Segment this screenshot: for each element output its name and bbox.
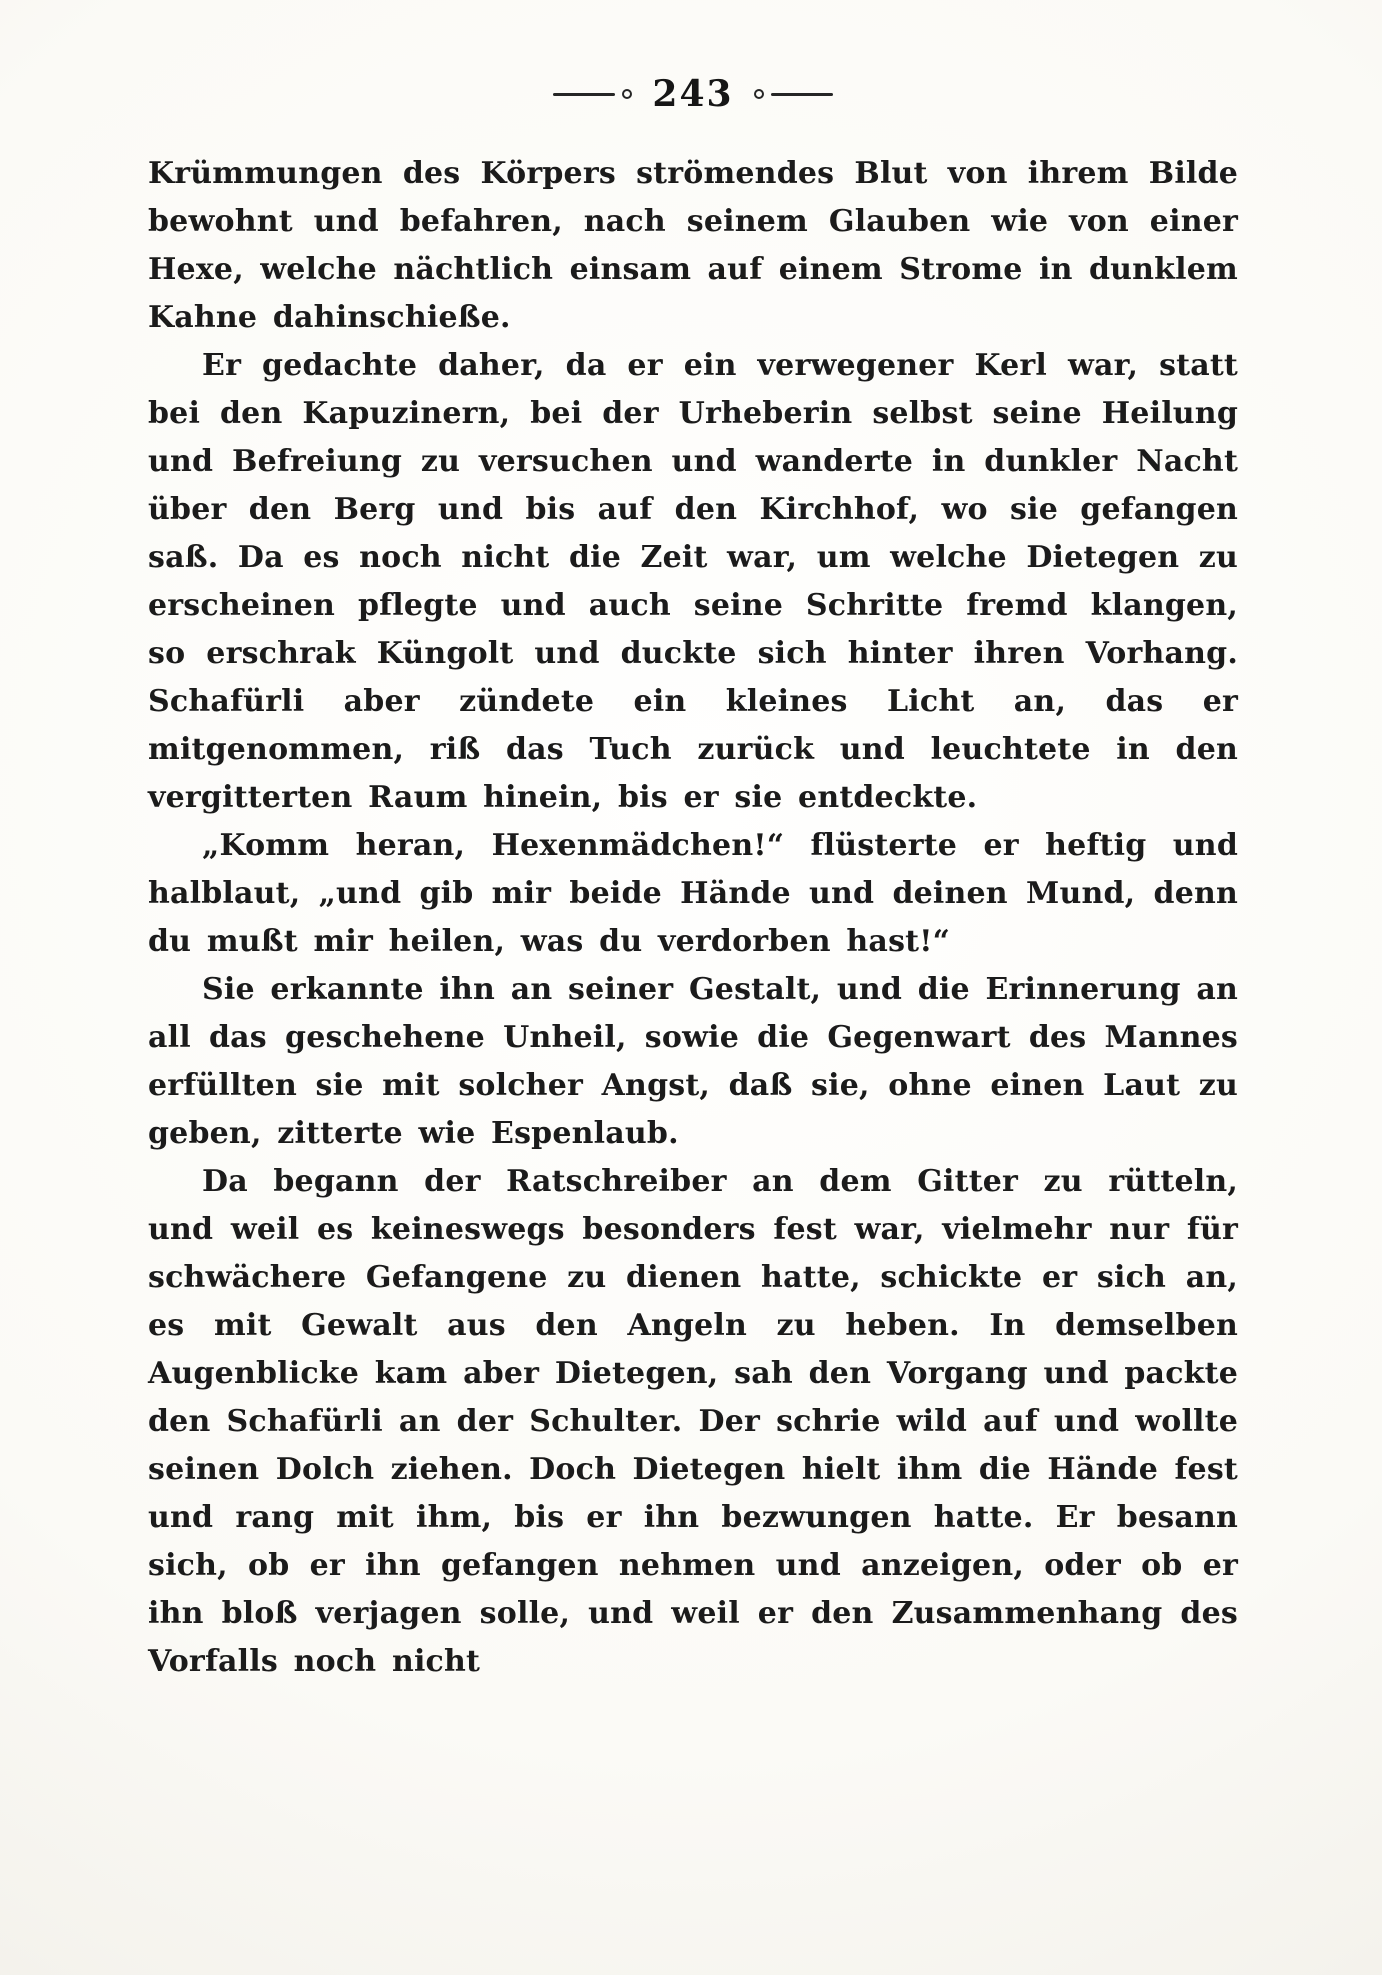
- paragraph: Er gedachte daher, da er ein verwegener Kerl war, statt bei den Kapuzinern, bei der Urheberin selbst seine Heilung und Befreiung zu versuchen und wanderte in dunkler Nacht über den Berg und bis auf den Kirchhof, wo sie gefangen saß. Da es noch nicht die Zeit war, um welche Dietegen zu erscheinen pflegte und auch seine Schritte fremd klangen, so erschrak Küngolt und duckte sich hinter ihren Vorhang. Schafürli aber zündete ein kleines Licht an, das er mitgenommen, riß das Tuch zurück und leuchtete in den vergitterten Raum hinein, bis er sie entdeckte.: [148, 348, 1238, 815]
- ornament-dash-icon: [553, 93, 615, 96]
- ornament-dash-icon: [771, 93, 833, 96]
- paragraph: Da begann der Ratschreiber an dem Gitter zu rütteln, und weil es keineswegs besonders fest war, vielmehr nur für schwächere Gefangene zu dienen hatte, schickte er sich an, es mit Gewalt aus den Angeln zu heben. In demselben Augenblicke kam aber Dietegen, sah den Vorgang und packte den Schafürli an der Schulter. Der schrie wild auf und wollte seinen Dolch ziehen. Doch Dietegen hielt ihm die Hände fest und rang mit ihm, bis er ihn bezwungen hatte. Er besann sich, ob er ihn gefangen nehmen und anzeigen, oder ob er ihn bloß verjagen solle, und weil er den Zusammenhang des Vorfalls noch nicht: [148, 1164, 1238, 1679]
- ornament-circle-icon: [754, 89, 764, 99]
- header-ornament-left: [553, 89, 632, 99]
- paragraph: Sie erkannte ihn an seiner Gestalt, und die Erinnerung an all das geschehene Unheil, sowie die Gegenwart des Mannes erfüllten sie mit solcher Angst, daß sie, ohne einen Laut zu geben, zitterte wie Espenlaub.: [148, 972, 1238, 1151]
- header-ornament-right: [754, 89, 833, 99]
- paragraph: „Komm heran, Hexenmädchen!“ flüsterte er heftig und halblaut, „und gib mir beide Hände und deinen Mund, denn du mußt mir heilen, was du verdorben hast!“: [148, 828, 1238, 959]
- page-number: 243: [652, 73, 734, 115]
- paragraph: Krümmungen des Körpers strömendes Blut von ihrem Bilde bewohnt und befahren, nach seinem Glauben wie von einer Hexe, welche nächtlich einsam auf einem Strome in dunklem Kahne dahinschieße.: [148, 156, 1238, 335]
- page-text-block: [148, 150, 1238, 1686]
- ornament-circle-icon: [622, 89, 632, 99]
- page-header: [148, 72, 1238, 116]
- book-page: [148, 72, 1238, 1686]
